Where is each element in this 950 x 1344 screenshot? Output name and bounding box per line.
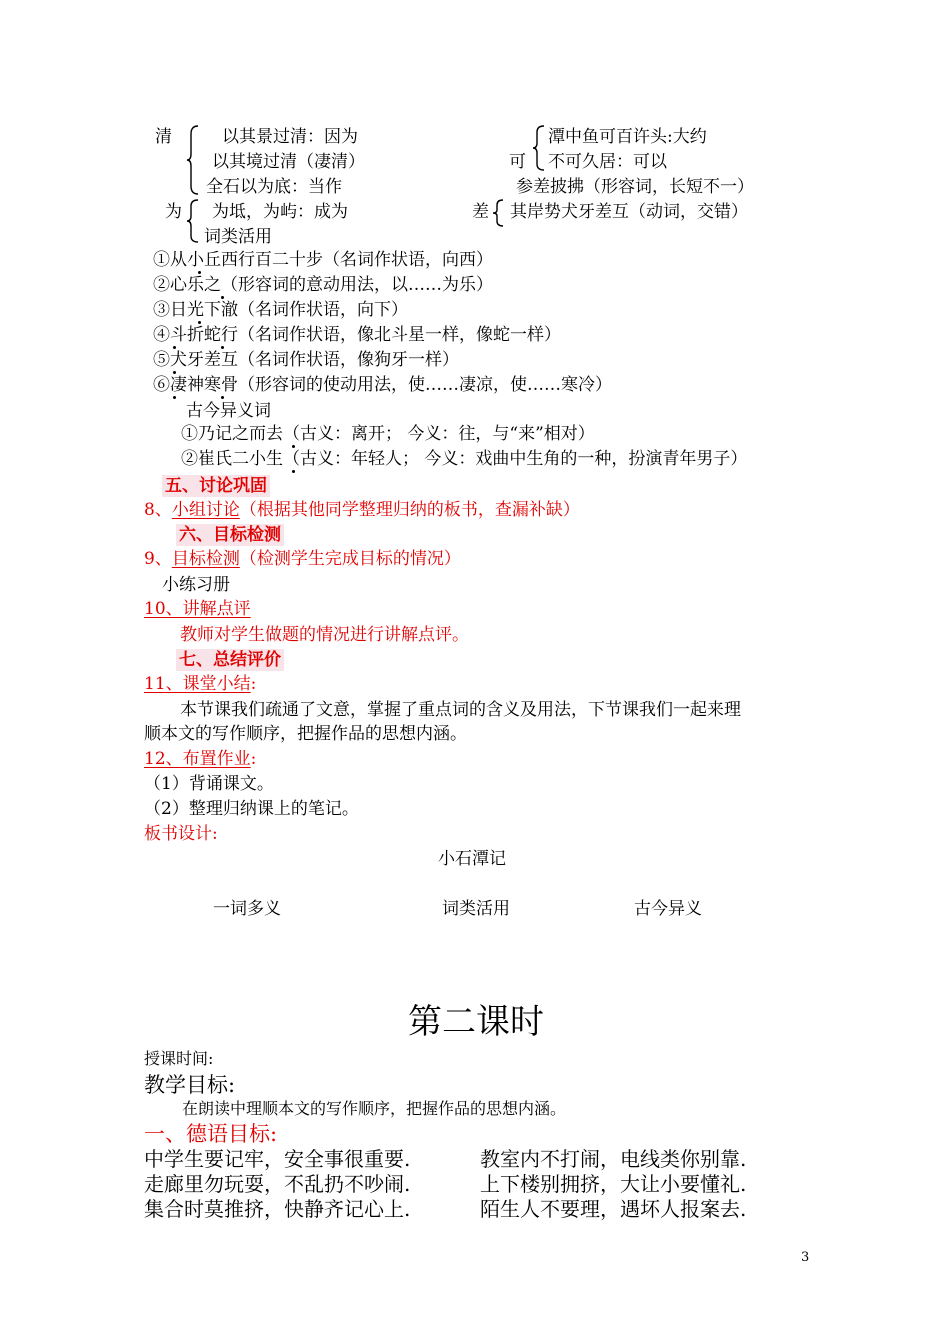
class-time-label: 授课时间: <box>144 1049 214 1068</box>
qing-meaning-3: 全石以为底：当作 <box>206 177 342 197</box>
section-5-heading: 五、讨论巩固 <box>162 475 270 497</box>
item-8-number: 8、 <box>144 500 172 520</box>
section-6-heading: 六、目标检测 <box>176 524 284 546</box>
cilei-title: 词类活用 <box>204 227 272 247</box>
moral-rule: 集合时莫推挤，快静齐记心上. <box>144 1197 411 1221</box>
brace-qing <box>186 124 202 196</box>
item-12 <box>144 748 256 770</box>
item-12-colon: : <box>250 749 257 769</box>
item-11-colon: : <box>250 674 257 694</box>
wei-meaning-1: 为坻，为屿：成为 <box>212 202 348 222</box>
item-8-desc: （根据其他同学整理归纳的板书，查漏补缺） <box>239 500 580 520</box>
brace-cha <box>492 198 506 228</box>
item-10-body: 教师对学生做题的情况进行讲解点评。 <box>180 625 469 645</box>
brace-wei <box>186 198 202 244</box>
cilei-item-6: ⑥凄神寒骨（形容词的使动用法，使……凄凉，使……寒冷） <box>153 375 612 395</box>
emphasis-dot <box>173 346 176 349</box>
emphasis-dot <box>198 321 201 324</box>
section-7-heading: 七、总结评价 <box>176 649 284 671</box>
cilei-item-5: ⑤犬牙差互（名词作状语，像狗牙一样） <box>153 350 459 370</box>
ke-meaning-1: 潭中鱼可百许头:大约 <box>548 127 707 147</box>
item-9-desc: （检测学生完成目标的情况） <box>239 549 461 569</box>
item-11-body-line2: 顺本文的写作顺序，把握作品的思想内涵。 <box>144 724 467 744</box>
emphasis-dot <box>292 445 295 448</box>
moral-rule: 教室内不打闹，电线类你别靠. <box>480 1147 747 1171</box>
emphasis-dot <box>198 271 201 274</box>
moral-rule: 陌生人不要理，遇坏人报案去. <box>480 1197 747 1221</box>
emphasis-dot <box>292 470 295 473</box>
board-design-label: 板书设计: <box>144 824 218 844</box>
lesson-2-title: 第二课时 <box>408 1002 544 1042</box>
teaching-goal-text: 在朗读中理顺本文的写作顺序，把握作品的思想内涵。 <box>182 1099 567 1118</box>
word-wei: 为 <box>165 202 182 222</box>
moral-rule: 上下楼别拥挤，大让小要懂礼. <box>480 1172 747 1196</box>
board-col-2: 词类活用 <box>442 899 510 919</box>
word-ke: 可 <box>509 152 526 172</box>
emphasis-dot <box>173 371 176 374</box>
item-11 <box>144 673 256 695</box>
moral-rule: 中学生要记牢，安全事很重要. <box>144 1147 411 1171</box>
item-11-body-line1: 本节课我们疏通了文意，掌握了重点词的含义及用法，下节课我们一起来理 <box>180 700 741 720</box>
item-11-title: 11、课堂小结 <box>144 674 251 694</box>
page-number: 3 <box>801 1250 810 1265</box>
gujin-item-1: ①乃记之而去（古义：离开； 今义：往，与“来”相对） <box>181 424 595 444</box>
cilei-item-2: ②心乐之（形容词的意动用法，以……为乐） <box>153 275 493 295</box>
emphasis-dot <box>221 346 224 349</box>
item-9-title: 目标检测 <box>171 549 240 569</box>
homework-1: （1）背诵课文。 <box>144 774 274 794</box>
ke-meaning-2: 不可久居：可以 <box>548 152 667 172</box>
item-8 <box>144 499 580 521</box>
cilei-item-1: ①从小丘西行百二十步（名词作状语，向西） <box>153 250 493 270</box>
teaching-goal-label: 教学目标: <box>144 1073 236 1097</box>
word-cha: 差 <box>472 202 489 222</box>
item-9-body: 小练习册 <box>162 575 230 595</box>
board-col-3: 古今异义 <box>634 899 702 919</box>
emphasis-dot <box>173 396 176 399</box>
qing-meaning-1: 以其景过清：因为 <box>222 127 358 147</box>
item-10-title: 10、讲解点评 <box>144 599 251 619</box>
moral-rule: 走廊里勿玩耍，不乱扔不吵闹. <box>144 1172 411 1196</box>
emphasis-dot <box>221 396 224 399</box>
brace-ke <box>532 124 548 172</box>
cilei-item-3: ③日光下澈（名词作状语，向下） <box>153 300 408 320</box>
gujin-title: 古今异义词 <box>186 401 271 421</box>
item-9-number: 9、 <box>144 549 172 569</box>
board-col-1: 一词多义 <box>213 899 281 919</box>
cilei-item-4: ④斗折蛇行（名词作状语，像北斗星一样，像蛇一样） <box>153 325 561 345</box>
qing-meaning-2: 以其境过清（凄清） <box>212 152 365 172</box>
homework-2: （2）整理归纳课上的笔记。 <box>144 799 359 819</box>
item-9 <box>144 548 461 570</box>
cha-meaning-1: 参差披拂（形容词，长短不一） <box>516 177 754 197</box>
word-qing: 清 <box>155 127 172 147</box>
gujin-item-2: ②崔氏二小生（古义：年轻人； 今义：戏曲中生角的一种，扮演青年男子） <box>181 449 748 469</box>
item-12-title: 12、布置作业 <box>144 749 251 769</box>
item-8-title: 小组讨论 <box>171 500 240 520</box>
moral-goal-heading: 一、德语目标: <box>144 1122 278 1146</box>
emphasis-dot <box>221 296 224 299</box>
board-title: 小石潭记 <box>438 849 506 869</box>
cha-meaning-2: 其岸势犬牙差互（动词，交错） <box>510 202 748 222</box>
